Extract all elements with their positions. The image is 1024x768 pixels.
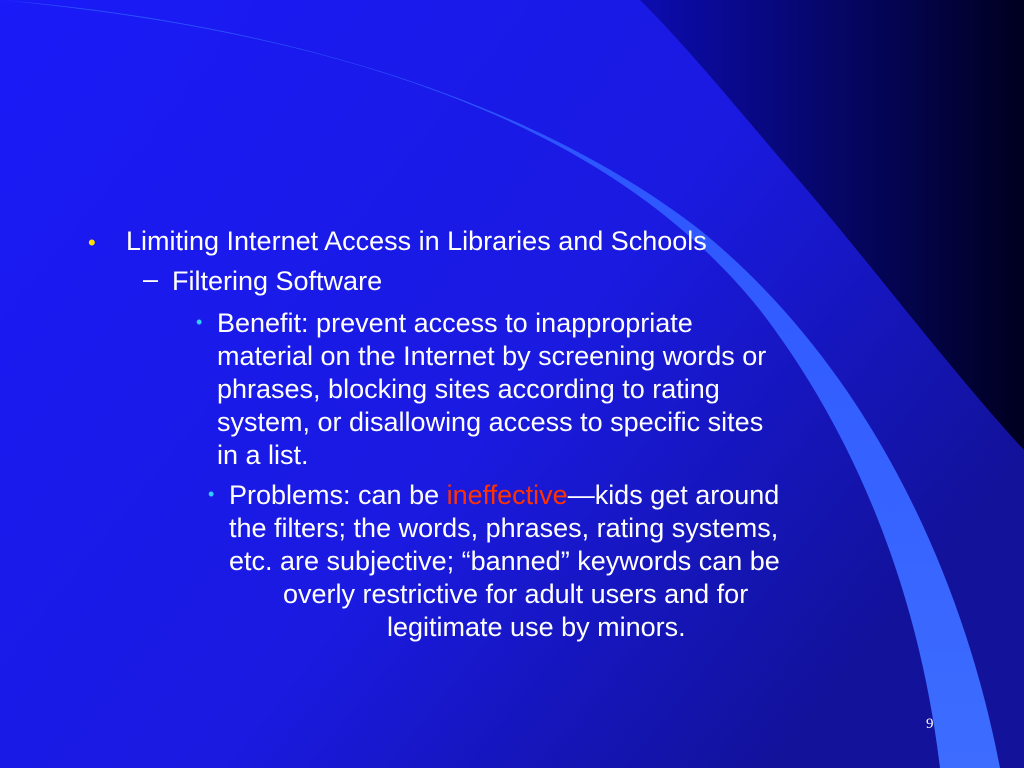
problems-line-1-suffix: —kids get around [567, 480, 780, 510]
benefit-line-5: in a list. [217, 440, 309, 470]
benefit-line-4: system, or disallowing access to specific sites [217, 407, 764, 437]
level1-bullet-marker: • [88, 230, 96, 255]
problems-line-5: legitimate use by minors. [387, 612, 686, 642]
problems-line-4: overly restrictive for adult users and for [283, 579, 749, 609]
benefit-line-1: Benefit: prevent access to inappropriate [217, 308, 693, 338]
problems-line-1-prefix: Problems: can be [229, 480, 447, 510]
problems-emphasis: ineffective [446, 480, 568, 510]
level2-bullet-text: Filtering Software [172, 266, 383, 296]
problems-line-1 [229, 479, 779, 512]
level1-bullet-text: Limiting Internet Access in Libraries and Schools [126, 226, 707, 256]
page-number: 9 [926, 716, 934, 732]
problems-line-2: the filters; the words, phrases, rating systems, [229, 513, 779, 543]
problems-bullet-marker: • [208, 484, 215, 504]
benefit-line-2: material on the Internet by screening words or [217, 341, 767, 371]
benefit-bullet-marker: • [196, 312, 203, 332]
level2-dash-marker: – [143, 264, 159, 294]
benefit-line-3: phrases, blocking sites according to rating [217, 374, 720, 404]
problems-line-3: etc. are subjective; “banned” keywords can be [229, 546, 780, 576]
